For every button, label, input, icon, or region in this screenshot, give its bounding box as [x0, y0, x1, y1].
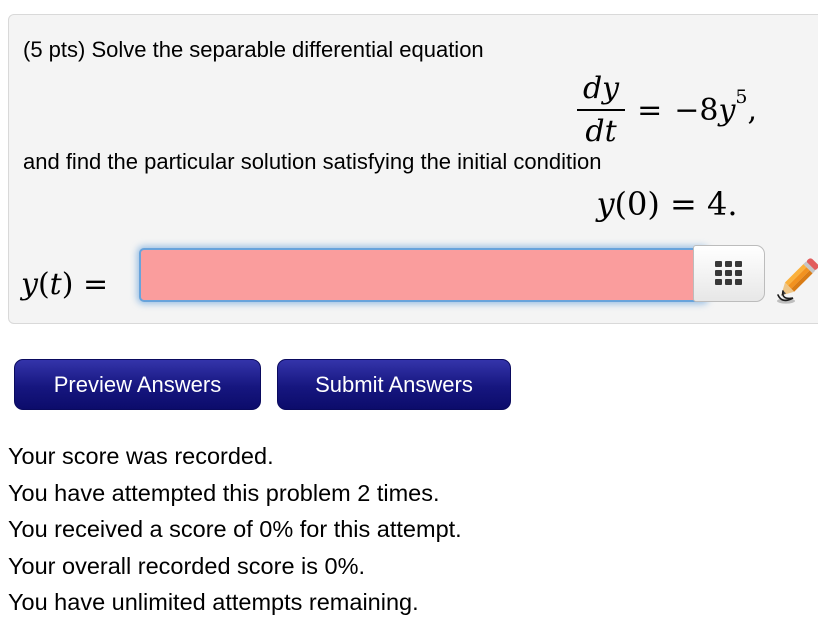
fraction-numerator: dy	[577, 71, 625, 111]
initial-condition-variable: y	[596, 185, 615, 223]
answer-input[interactable]	[139, 248, 707, 302]
differential-equation	[9, 67, 818, 153]
score-line: You have unlimited attempts remaining.	[8, 589, 419, 615]
score-line: Your score was recorded.	[8, 443, 274, 469]
answer-label-argument: t	[49, 267, 62, 302]
problem-prompt: (5 pts) Solve the separable differential equation	[23, 37, 484, 62]
fraction-denominator: dt	[585, 114, 617, 149]
equation-editor-button[interactable]	[693, 245, 765, 302]
preview-answers-button[interactable]: Preview Answers	[14, 359, 261, 410]
fraction-dy-dt	[577, 71, 625, 149]
pencil-glyph	[771, 251, 818, 309]
pencil-icon[interactable]	[771, 251, 818, 309]
equals-sign: =	[637, 92, 663, 128]
answer-label-variable: y	[21, 267, 38, 302]
rhs-exponent: 5	[735, 86, 748, 108]
score-line: Your overall recorded score is 0%.	[8, 552, 366, 579]
condition-prompt: and find the particular solution satisfying the initial condition	[23, 149, 602, 174]
answer-label-close-equals: ) =	[61, 267, 109, 302]
initial-condition	[9, 181, 818, 227]
rhs-comma: ,	[747, 92, 758, 128]
initial-condition-rest: (0) = 4.	[614, 185, 738, 223]
submit-answers-button[interactable]: Submit Answers	[277, 359, 511, 410]
rhs-coefficient: −8	[674, 92, 719, 128]
score-line: You have attempted this problem 2 times.	[8, 479, 440, 506]
keypad-grid-icon	[715, 261, 743, 286]
score-summary	[8, 438, 462, 621]
answer-label-open-paren: (	[37, 267, 50, 302]
rhs-variable: y	[718, 92, 736, 128]
score-line: You received a score of 0% for this attempt.	[8, 516, 462, 542]
answer-label	[21, 267, 108, 302]
problem-panel	[8, 14, 818, 324]
